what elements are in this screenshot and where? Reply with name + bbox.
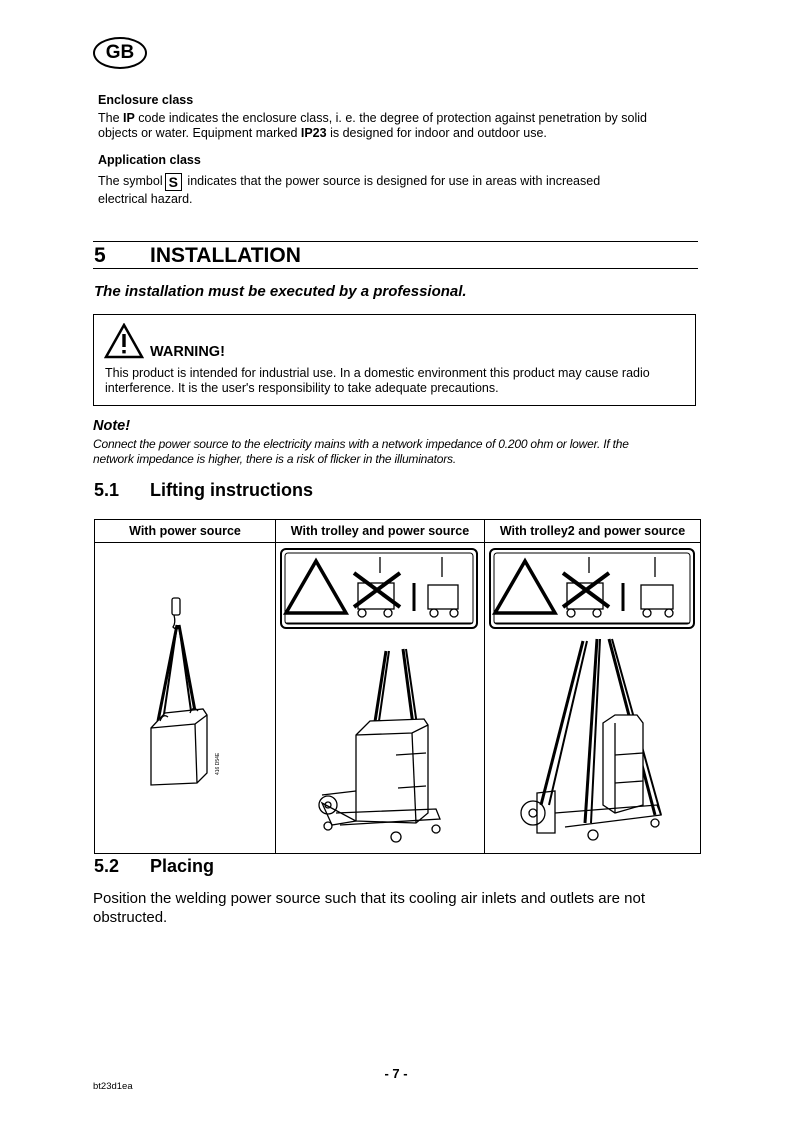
section-5-2-title: Placing xyxy=(150,856,215,876)
installation-subtitle: The installation must be executed by a professional. xyxy=(94,283,467,300)
application-class-heading: Application class xyxy=(98,153,201,167)
warning-text xyxy=(105,366,695,396)
section-rule-top xyxy=(93,241,698,242)
trolley2-lifting-illustration xyxy=(485,543,700,848)
section-5-2-number: 5.2 xyxy=(94,856,120,876)
note-line-2: network impedance is higher, there is a risk of flicker in the illuminators. xyxy=(93,452,456,466)
enclosure-class-text xyxy=(98,111,698,141)
warning-line-1: This product is intended for industrial use. In a domestic environment this product may cause radio xyxy=(105,366,650,380)
caution-triangle-icon-2 xyxy=(495,561,555,613)
application-line-2: electrical hazard. xyxy=(98,192,193,206)
enclosure-line-2: objects or water. Equipment marked IP23 is designed for indoor and outdoor use. xyxy=(98,126,547,140)
column-header-power-source: With power source xyxy=(95,520,276,543)
note-title: Note! xyxy=(93,418,131,434)
enclosure-line-1: The IP code indicates the enclosure class, i. e. the degree of protection against penetration by solid xyxy=(98,111,647,125)
power-source-lifting-illustration xyxy=(95,543,275,848)
warning-line-2: interference. It is the user's responsibility to take adequate precautions. xyxy=(105,381,499,395)
warning-triangle-icon xyxy=(104,323,144,359)
warning-title: WARNING! xyxy=(150,344,225,360)
note-text xyxy=(93,437,703,467)
s-symbol: S xyxy=(165,173,182,191)
cell-trolley-figure xyxy=(276,543,485,854)
section-rule-bottom xyxy=(93,268,698,269)
language-badge: GB xyxy=(93,37,147,69)
cell-trolley2-figure xyxy=(485,543,701,854)
placing-line-2: obstructed. xyxy=(93,909,168,926)
placing-text xyxy=(93,889,703,927)
column-header-trolley2: With trolley2 and power source xyxy=(485,520,701,543)
caution-triangle-icon xyxy=(286,561,346,613)
trolley-lifting-illustration xyxy=(276,543,484,848)
section-5-1-title: Lifting instructions xyxy=(150,480,313,500)
warning-box xyxy=(93,314,696,406)
trolley2-drawing xyxy=(521,639,661,840)
page-number: - 7 - xyxy=(384,1066,408,1081)
enclosure-class-heading: Enclosure class xyxy=(98,93,194,107)
application-class-text xyxy=(98,173,698,207)
lifting-table xyxy=(94,519,701,854)
document-code: bt23d1ea xyxy=(93,1081,133,1092)
section-5-number: 5 xyxy=(94,244,106,267)
section-5-title: INSTALLATION xyxy=(150,244,301,267)
note-line-1: Connect the power source to the electricity mains with a network impedance of 0.200 ohm or lower. If the xyxy=(93,437,629,451)
application-line-1: The symbol S indicates that the power source is designed for use in areas with increased xyxy=(98,174,601,190)
trolley-drawing xyxy=(319,649,440,842)
figure-code: 416 D54E xyxy=(215,752,221,775)
cell-power-source-figure xyxy=(95,543,276,854)
placing-line-1: Position the welding power source such that its cooling air inlets and outlets are not xyxy=(93,890,645,907)
section-5-1-number: 5.1 xyxy=(94,480,120,500)
column-header-trolley: With trolley and power source xyxy=(276,520,485,543)
